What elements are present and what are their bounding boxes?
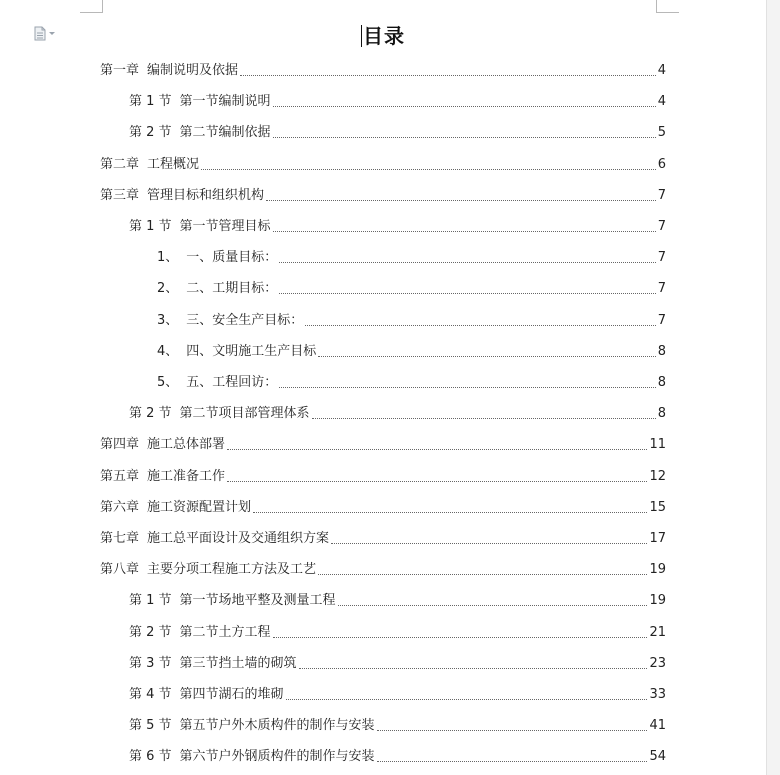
toc-entry[interactable] — [100, 496, 666, 516]
page-corner-mark-right — [656, 0, 679, 13]
toc-dot-leader — [279, 387, 655, 388]
toc-entry-number: 4、 — [157, 343, 179, 359]
toc-entry[interactable] — [100, 465, 666, 485]
toc-entry-title: 二、工期目标： — [186, 281, 278, 297]
toc-entry-page: 5 — [657, 125, 666, 141]
toc-entry-number: 第 2 节 — [129, 125, 172, 141]
toc-entry-page: 12 — [649, 468, 666, 484]
toc-entry-page: 54 — [649, 749, 666, 765]
toc-entry[interactable] — [100, 59, 666, 79]
toc-dot-leader — [273, 137, 656, 138]
toc-entry[interactable] — [129, 652, 666, 672]
toc-entry-page: 8 — [657, 343, 666, 359]
toc-entry-number: 第 1 节 — [129, 219, 172, 234]
toc-entry-number: 第七章 — [100, 531, 140, 546]
toc-entry[interactable] — [100, 433, 666, 453]
toc-entry-page: 4 — [657, 94, 666, 110]
toc-entry-title: 施工总平面设计及交通组织方案 — [147, 531, 330, 546]
toc-dot-leader — [318, 574, 647, 575]
toc-entry-page: 7 — [657, 187, 666, 203]
toc-entry-page: 19 — [649, 562, 666, 578]
toc-entry[interactable] — [100, 527, 666, 547]
toc-entry-number: 3、 — [157, 312, 179, 328]
toc-dot-leader — [312, 418, 656, 419]
toc-dot-leader — [377, 730, 648, 731]
toc-entry-title: 第三节挡土墙的砌筑 — [179, 655, 297, 671]
toc-entry-title: 第一节管理目标 — [179, 219, 271, 234]
toc-entry-number: 第四章 — [100, 437, 140, 453]
toc-entry-title: 第一节场地平整及测量工程 — [179, 593, 336, 609]
toc-dot-leader — [286, 699, 648, 700]
toc-entry-page: 7 — [657, 250, 666, 266]
toc-entry-number: 第 6 节 — [129, 749, 172, 765]
toc-entry-page: 7 — [657, 219, 666, 234]
toc-dot-leader — [279, 293, 655, 294]
toc-entry-number: 1、 — [157, 250, 179, 266]
toc-entry-page: 41 — [649, 718, 666, 734]
toc-entry-title: 管理目标和组织机构 — [147, 187, 265, 203]
toc-dot-leader — [273, 637, 648, 638]
toc-entry-number: 第八章 — [100, 562, 140, 578]
toc-dot-leader — [273, 106, 656, 107]
toc-entry-page: 7 — [657, 281, 666, 297]
toc-entry[interactable] — [157, 246, 666, 266]
text-cursor — [361, 25, 362, 47]
toc-entry-number: 第六章 — [100, 499, 140, 515]
page-title[interactable] — [0, 20, 766, 49]
toc-entry-page: 15 — [649, 499, 666, 515]
toc-entry[interactable] — [129, 589, 666, 609]
toc-dot-leader — [227, 481, 647, 482]
toc-dot-leader — [273, 231, 656, 232]
toc-entry-title: 第二节项目部管理体系 — [179, 406, 310, 422]
toc-dot-leader — [305, 325, 655, 326]
toc-entry-title: 工程概况 — [147, 156, 200, 172]
toc-entry-page: 21 — [649, 624, 666, 640]
scrollbar-track[interactable] — [766, 0, 780, 775]
toc-entry-title: 第二节土方工程 — [179, 624, 271, 640]
toc-entry[interactable] — [129, 402, 666, 422]
toc-entry-page: 19 — [649, 593, 666, 609]
title-text: 目录 — [363, 24, 405, 48]
toc-entry-title: 编制说明及依据 — [147, 63, 239, 78]
toc-entry-title: 施工准备工作 — [147, 468, 226, 484]
toc-entry-number: 第 2 节 — [129, 406, 172, 422]
toc-entry[interactable] — [100, 184, 666, 204]
toc-entry-number: 第 1 节 — [129, 94, 172, 110]
toc-entry-title: 第二节编制依据 — [179, 125, 271, 141]
toc-entry-page: 6 — [657, 156, 666, 172]
toc-entry-title: 四、文明施工生产目标 — [186, 343, 317, 359]
toc-dot-leader — [377, 761, 648, 762]
toc-entry[interactable] — [157, 371, 666, 391]
toc-entry-title: 施工资源配置计划 — [147, 499, 252, 515]
toc-entry-title: 第一节编制说明 — [179, 94, 271, 110]
toc-entry-page: 17 — [649, 531, 666, 546]
toc-entry[interactable] — [129, 90, 666, 110]
toc-entry-title: 第六节户外钢质构件的制作与安装 — [179, 749, 375, 765]
toc-entry-page: 33 — [649, 687, 666, 702]
toc-entry-page: 8 — [657, 375, 666, 390]
toc-entry-page: 11 — [649, 437, 666, 453]
toc-entry[interactable] — [129, 745, 666, 765]
toc-entry-page: 8 — [657, 406, 666, 422]
toc-dot-leader — [331, 543, 647, 544]
toc-entry[interactable] — [100, 558, 666, 578]
toc-entry[interactable] — [129, 621, 666, 641]
toc-entry-title: 一、质量目标： — [186, 250, 278, 266]
toc-dot-leader — [227, 449, 647, 450]
toc-entry-number: 第一章 — [100, 63, 140, 78]
toc-entry-title: 三、安全生产目标： — [186, 312, 304, 328]
toc-dot-leader — [240, 75, 656, 76]
toc-entry-page: 7 — [657, 312, 666, 328]
toc-entry-number: 2、 — [157, 281, 179, 297]
toc-entry-title: 主要分项工程施工方法及工艺 — [147, 562, 317, 578]
toc-entry-page: 23 — [649, 655, 666, 671]
toc-dot-leader — [266, 200, 656, 201]
toc-entry[interactable] — [157, 309, 666, 329]
toc-entry[interactable] — [157, 277, 666, 297]
page-corner-mark-left — [80, 0, 103, 13]
toc-entry[interactable] — [129, 215, 666, 235]
toc-dot-leader — [318, 356, 655, 357]
toc-dot-leader — [279, 262, 655, 263]
toc-entry-number: 第 4 节 — [129, 687, 172, 702]
toc-entry-number: 第 2 节 — [129, 624, 172, 640]
toc-entry-number: 第二章 — [100, 156, 140, 172]
toc-dot-leader — [253, 512, 647, 513]
toc-entry[interactable] — [157, 340, 666, 360]
toc-entry-number: 第 3 节 — [129, 655, 172, 671]
toc-entry[interactable] — [100, 153, 666, 173]
toc-dot-leader — [338, 605, 648, 606]
toc-entry-number: 第三章 — [100, 187, 140, 203]
toc-entry-title: 第四节湖石的堆砌 — [179, 687, 284, 702]
toc-entry-number: 第 5 节 — [129, 718, 172, 734]
toc-entry-number: 5、 — [157, 375, 179, 390]
toc-entry-number: 第五章 — [100, 468, 140, 484]
toc-dot-leader — [299, 668, 648, 669]
toc-dot-leader — [201, 169, 656, 170]
toc-entry[interactable] — [129, 714, 666, 734]
toc-entry[interactable] — [129, 121, 666, 141]
toc-entry-number: 第 1 节 — [129, 593, 172, 609]
toc-entry-title: 五、工程回访： — [186, 375, 278, 390]
toc-entry[interactable] — [129, 683, 666, 703]
toc-entry-title: 第五节户外木质构件的制作与安装 — [179, 718, 375, 734]
toc-entry-title: 施工总体部署 — [147, 437, 226, 453]
toc-entry-page: 4 — [657, 63, 666, 78]
